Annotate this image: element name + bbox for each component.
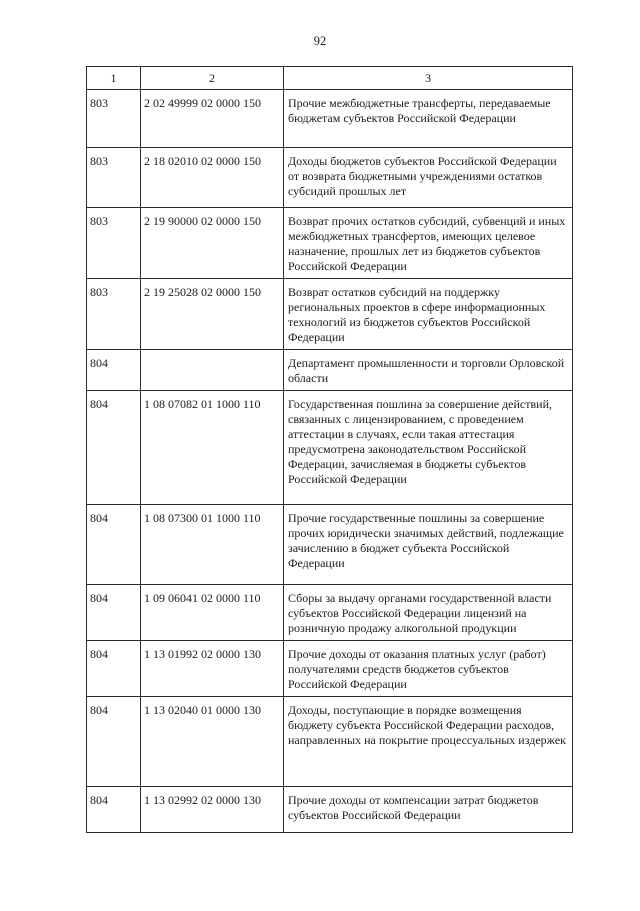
description-cell: Прочие доходы от оказания платных услуг (работ) получателями средств бюджетов субъектов Российской Федерации <box>284 641 573 697</box>
table-row <box>87 279 573 350</box>
admin-code-cell: 804 <box>87 585 141 641</box>
description-cell: Возврат остатков субсидий на поддержку региональных проектов в сфере информационных технологий из бюджетов субъектов Российской Федерации <box>284 279 573 350</box>
budget-code-cell: 1 08 07082 01 1000 110 <box>141 391 284 505</box>
budget-code-cell: 1 13 01992 02 0000 130 <box>141 641 284 697</box>
column-header-description: 3 <box>284 67 573 90</box>
admin-code-cell: 803 <box>87 208 141 279</box>
budget-code-cell: 2 19 25028 02 0000 150 <box>141 279 284 350</box>
admin-code-cell: 803 <box>87 90 141 148</box>
table-row <box>87 208 573 279</box>
description-cell: Прочие межбюджетные трансферты, передаваемые бюджетам субъектов Российской Федерации <box>284 90 573 148</box>
table-row <box>87 148 573 208</box>
admin-code-cell: 804 <box>87 787 141 833</box>
page-number: 92 <box>313 34 327 48</box>
description-cell: Доходы, поступающие в порядке возмещения бюджету субъекта Российской Федерации расходов, направленных на покрытие процессуальных издержек <box>284 697 573 787</box>
description-cell: Доходы бюджетов субъектов Российской Федерации от возврата бюджетными учреждениями остатков субсидий прошлых лет <box>284 148 573 208</box>
description-cell: Государственная пошлина за совершение действий, связанных с лицензированием, с проведением аттестации в случаях, если такая аттестация предусмотрена законодательством Российской Федерации, зачисляемая в бюджеты субъектов Российской Федерации <box>284 391 573 505</box>
column-header-code: 2 <box>141 67 284 90</box>
table-row <box>87 505 573 585</box>
table-row <box>87 90 573 148</box>
column-header-admin: 1 <box>87 67 141 90</box>
budget-code-cell: 2 19 90000 02 0000 150 <box>141 208 284 279</box>
budget-code-cell: 1 13 02040 01 0000 130 <box>141 697 284 787</box>
description-cell: Сборы за выдачу органами государственной власти субъектов Российской Федерации лицензий на розничную продажу алкогольной продукции <box>284 585 573 641</box>
admin-code-cell: 804 <box>87 391 141 505</box>
table-row <box>87 585 573 641</box>
budget-code-cell: 1 13 02992 02 0000 130 <box>141 787 284 833</box>
budget-code-cell: 2 18 02010 02 0000 150 <box>141 148 284 208</box>
budget-code-cell: 1 08 07300 01 1000 110 <box>141 505 284 585</box>
budget-codes-table <box>86 66 573 833</box>
description-cell: Возврат прочих остатков субсидий, субвенций и иных межбюджетных трансфертов, имеющих целевое назначение, прошлых лет из бюджетов субъектов Российской Федерации <box>284 208 573 279</box>
table-row <box>87 787 573 833</box>
budget-code-cell: 1 09 06041 02 0000 110 <box>141 585 284 641</box>
description-cell: Прочие доходы от компенсации затрат бюджетов субъектов Российской Федерации <box>284 787 573 833</box>
table-row <box>87 641 573 697</box>
budget-code-cell <box>141 350 284 391</box>
admin-code-cell: 804 <box>87 641 141 697</box>
table-row <box>87 350 573 391</box>
budget-code-cell: 2 02 49999 02 0000 150 <box>141 90 284 148</box>
admin-code-cell: 804 <box>87 350 141 391</box>
admin-code-cell: 804 <box>87 697 141 787</box>
description-cell: Департамент промышленности и торговли Орловской области <box>284 350 573 391</box>
admin-code-cell: 804 <box>87 505 141 585</box>
admin-code-cell: 803 <box>87 279 141 350</box>
description-cell: Прочие государственные пошлины за совершение прочих юридически значимых действий, подлежащие зачислению в бюджет субъекта Российской Федерации <box>284 505 573 585</box>
table-row <box>87 391 573 505</box>
table-header-row <box>87 67 573 90</box>
admin-code-cell: 803 <box>87 148 141 208</box>
table-row <box>87 697 573 787</box>
